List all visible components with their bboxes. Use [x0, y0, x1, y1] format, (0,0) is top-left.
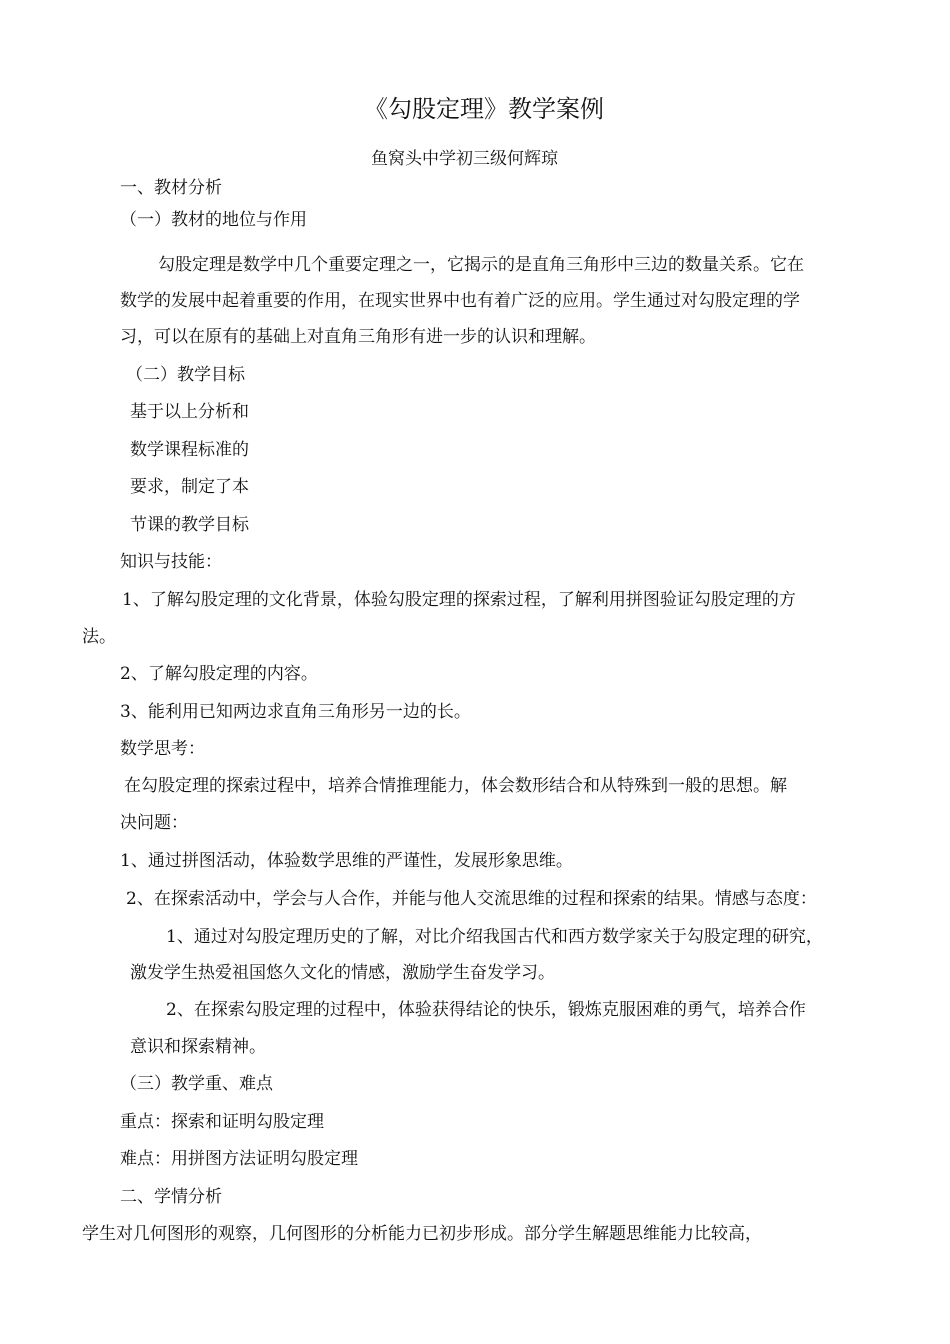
- list-item: 激发学生热爱祖国悠久文化的情感，激励学生奋发学习。: [130, 963, 555, 983]
- list-item: 法。: [82, 627, 116, 647]
- paragraph-line: 学生对几何图形的观察，几何图形的分析能力已初步形成。部分学生解题思维能力比较高，: [82, 1224, 762, 1244]
- author-line: 鱼窝头中学初三级何辉琼: [371, 149, 558, 169]
- list-item: 1、通过对勾股定理历史的了解，对比介绍我国古代和西方数学家关于勾股定理的研究，: [166, 927, 823, 947]
- paragraph-line: 决问题：: [120, 813, 188, 833]
- section-heading: 一、教材分析: [120, 178, 222, 198]
- section-heading: 二、学情分析: [120, 1187, 222, 1207]
- paragraph-line: 基于以上分析和: [130, 402, 249, 422]
- paragraph-line: 要求，制定了本: [130, 477, 249, 497]
- knowledge-heading: 知识与技能：: [120, 552, 222, 572]
- paragraph-line: 勾股定理是数学中几个重要定理之一，它揭示的是直角三角形中三边的数量关系。它在: [158, 255, 804, 275]
- list-item: 2、了解勾股定理的内容。: [120, 664, 318, 684]
- list-item: 3、能利用已知两边求直角三角形另一边的长。: [120, 702, 471, 722]
- paragraph-line: 数学课程标准的: [130, 440, 249, 460]
- subsection-heading: （一）教材的地位与作用: [120, 210, 307, 230]
- paragraph-line: 习，可以在原有的基础上对直角三角形有进一步的认识和理解。: [120, 327, 596, 347]
- list-item: 1、通过拼图活动，体验数学思维的严谨性，发展形象思维。: [120, 851, 573, 871]
- key-point: 重点：探索和证明勾股定理: [120, 1112, 324, 1132]
- difficult-point: 难点：用拼图方法证明勾股定理: [120, 1149, 358, 1169]
- subsection-heading: （三）教学重、难点: [120, 1074, 273, 1094]
- list-item: 2、在探索活动中，学会与人合作，并能与他人交流思维的过程和探索的结果。情感与态度：: [126, 889, 817, 909]
- paragraph-line: 节课的教学目标: [130, 515, 249, 535]
- paragraph-line: 在勾股定理的探索过程中，培养合情推理能力，体会数形结合和从特殊到一般的思想。解: [124, 776, 787, 796]
- list-item: 2、在探索勾股定理的过程中，体验获得结论的快乐，锻炼克服困难的勇气，培养合作: [166, 1000, 806, 1020]
- list-item: 1、了解勾股定理的文化背景，体验勾股定理的探索过程，了解利用拼图验证勾股定理的方: [122, 590, 796, 610]
- paragraph-line: 数学的发展中起着重要的作用，在现实世界中也有着广泛的应用。学生通过对勾股定理的学: [120, 291, 800, 311]
- subsection-heading: （二）教学目标: [126, 365, 245, 385]
- page-title: 《勾股定理》教学案例: [364, 95, 604, 123]
- thinking-heading: 数学思考：: [120, 739, 205, 759]
- list-item: 意识和探索精神。: [130, 1037, 266, 1057]
